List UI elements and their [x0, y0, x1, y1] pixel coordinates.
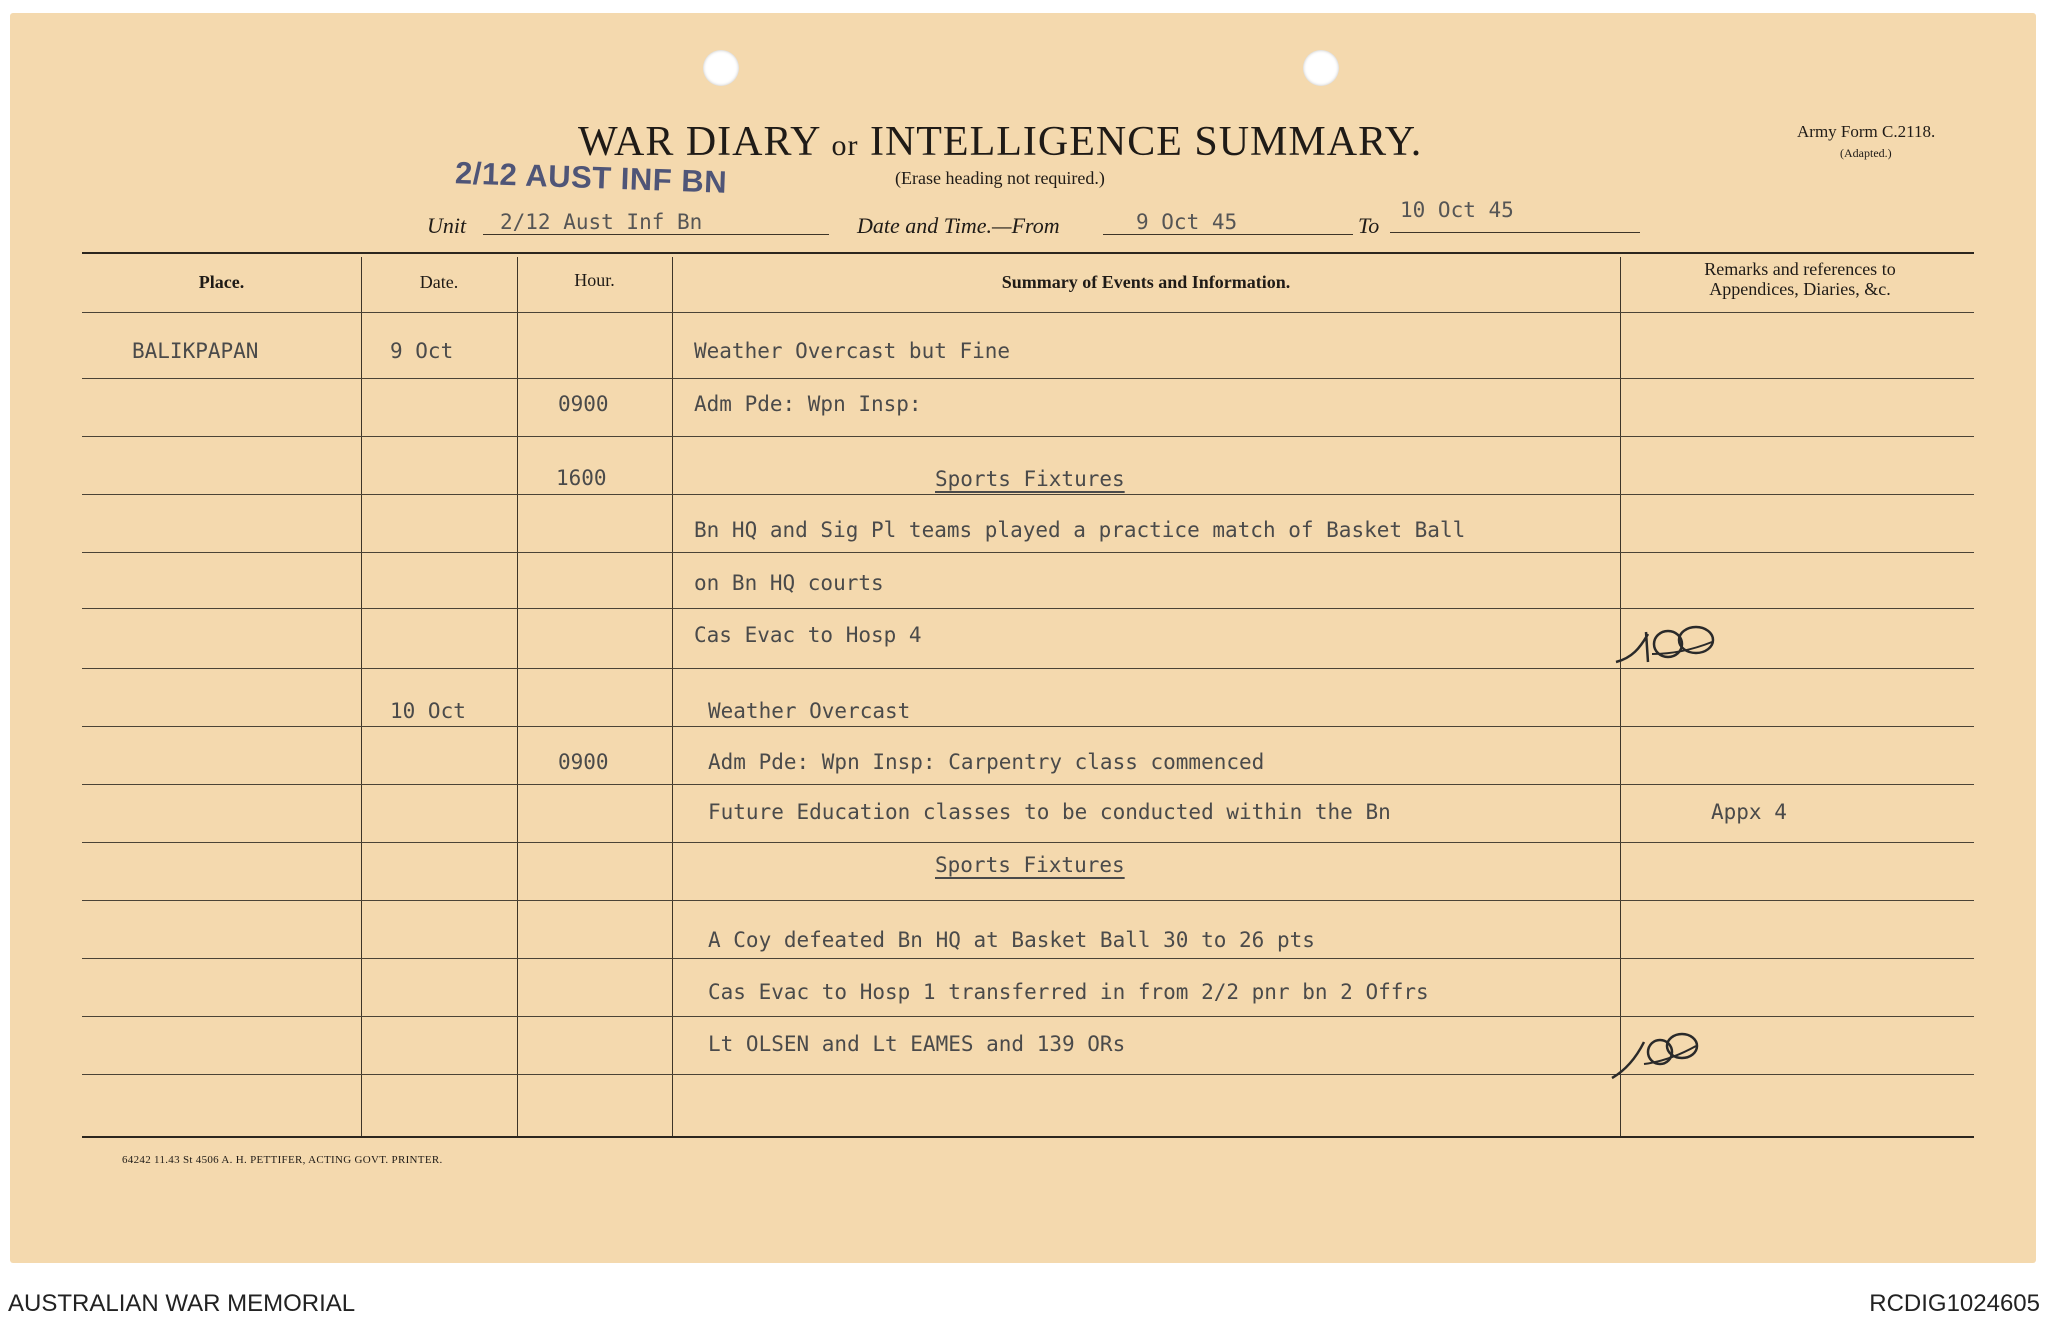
column-header-remarks: Remarks and references to Appendices, Diaries, &c.	[1704, 259, 1896, 299]
row-summary: on Bn HQ courts	[694, 571, 884, 595]
row-summary: Weather Overcast	[708, 699, 911, 723]
erase-note: (Erase heading not required.)	[895, 168, 1105, 188]
from-value: 9 Oct 45	[1136, 210, 1238, 234]
adapted-note: (Adapted.)	[1840, 146, 1892, 160]
column-header-date: Date.	[419, 272, 459, 292]
row-summary-heading: Sports Fixtures	[935, 853, 1125, 877]
row-rule	[82, 726, 1974, 727]
row-summary: A Coy defeated Bn HQ at Basket Ball 30 to 26 pts	[708, 928, 1315, 952]
table-top-rule	[82, 252, 1974, 254]
initials-mark	[1608, 1024, 1708, 1082]
row-rule	[82, 494, 1974, 495]
column-divider-remarks	[1620, 257, 1621, 1136]
title-part1: WAR DIARY	[578, 119, 820, 165]
unit-value: 2/12 Aust Inf Bn	[500, 210, 703, 234]
unit-stamp: 2/12 AUST INF BN	[454, 155, 728, 200]
title-or: or	[831, 129, 859, 162]
row-summary: Cas Evac to Hosp 1 transferred in from 2/2 pnr bn 2 Offrs	[708, 980, 1429, 1004]
row-rule	[82, 842, 1974, 843]
row-rule	[82, 436, 1974, 437]
row-summary: Adm Pde: Wpn Insp: Carpentry class commenced	[708, 750, 1265, 774]
column-divider-hour	[517, 257, 518, 1136]
row-remarks: Appx 4	[1711, 800, 1787, 824]
title-part2: INTELLIGENCE SUMMARY.	[869, 119, 1423, 165]
form-title	[578, 118, 1422, 166]
document-page	[10, 13, 2036, 1263]
row-summary: Cas Evac to Hosp 4	[694, 623, 922, 647]
row-rule	[82, 1016, 1974, 1017]
punch-hole-left	[703, 50, 739, 86]
punch-hole-right	[1303, 50, 1339, 86]
table-bottom-rule	[82, 1136, 1974, 1138]
row-place: BALIKPAPAN	[132, 339, 259, 363]
to-label: To	[1358, 213, 1380, 238]
row-hour: 0900	[558, 750, 609, 774]
date-from-label: Date and Time.—From	[857, 213, 1060, 238]
row-hour: 0900	[558, 392, 609, 416]
column-header-summary: Summary of Events and Information.	[1001, 272, 1291, 292]
from-underline	[1103, 234, 1353, 235]
row-date: 9 Oct	[390, 339, 454, 363]
row-rule	[82, 668, 1974, 669]
row-summary: Adm Pde: Wpn Insp:	[694, 392, 922, 416]
row-rule	[82, 552, 1974, 553]
header-row-rule	[82, 312, 1974, 313]
row-rule	[82, 958, 1974, 959]
row-summary: Weather Overcast but Fine	[694, 339, 1011, 363]
column-divider-summary	[672, 257, 673, 1136]
row-rule	[82, 608, 1974, 609]
row-rule	[82, 900, 1974, 901]
row-rule	[82, 784, 1974, 785]
army-form-number: Army Form C.2118.	[1797, 122, 1936, 141]
record-id: RCDIG1024605	[1869, 1290, 2040, 1317]
row-summary: Bn HQ and Sig Pl teams played a practice match of Basket Ball	[694, 518, 1466, 542]
unit-underline	[483, 234, 829, 235]
row-hour: 1600	[556, 466, 607, 490]
row-summary-heading: Sports Fixtures	[935, 467, 1125, 491]
archive-name: AUSTRALIAN WAR MEMORIAL	[8, 1290, 356, 1317]
column-header-place: Place.	[198, 272, 245, 292]
row-summary: Future Education classes to be conducted within the Bn	[708, 800, 1391, 824]
to-underline	[1390, 232, 1640, 233]
unit-label: Unit	[427, 213, 467, 238]
to-value: 10 Oct 45	[1400, 198, 1514, 222]
column-divider-date	[361, 257, 362, 1136]
row-date: 10 Oct	[390, 699, 466, 723]
row-rule	[82, 378, 1974, 379]
initials-mark	[1612, 618, 1728, 668]
printer-imprint: 64242 11.43 St 4506 A. H. PETTIFER, ACTING GOVT. PRINTER.	[122, 1154, 443, 1166]
row-summary: Lt OLSEN and Lt EAMES and 139 ORs	[708, 1032, 1126, 1056]
column-header-hour: Hour.	[574, 270, 615, 290]
